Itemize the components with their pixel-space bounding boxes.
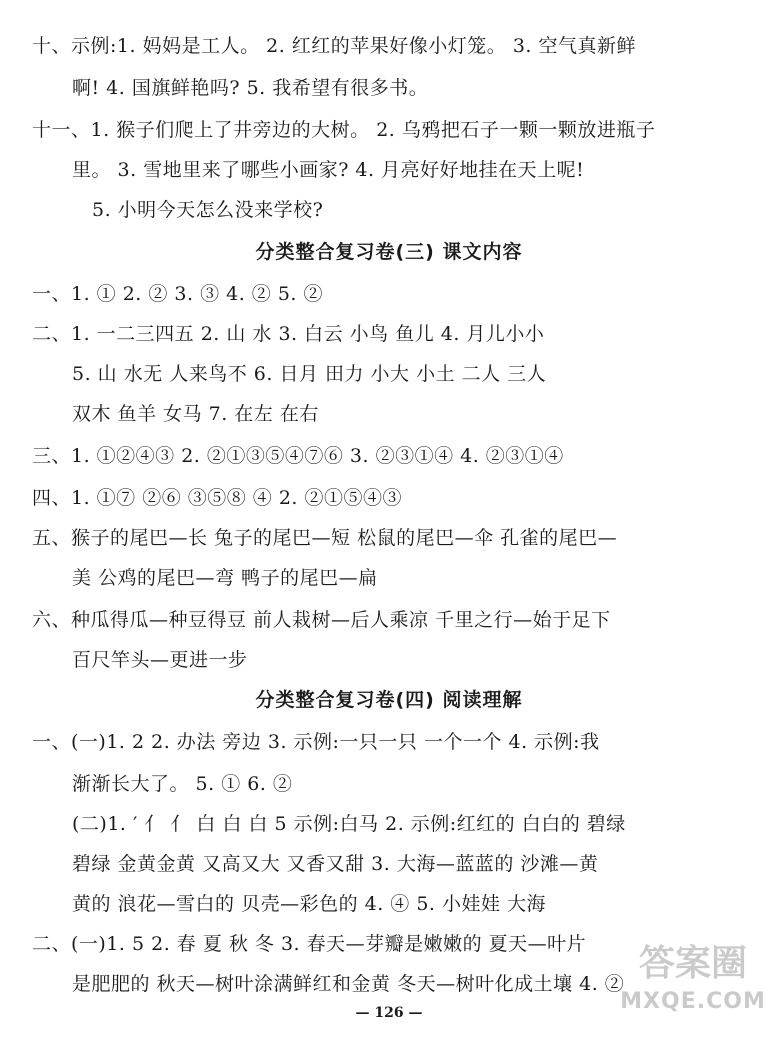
text-line: 一、(一)1. 2 2. 办法 旁边 3. 示例:一只一只 一个一个 4. 示例:我 (32, 731, 600, 753)
text-line: 四、1. ①⑦ ②⑥ ③⑤⑧ ④ 2. ②①⑤④③ (32, 487, 402, 509)
text-line: 二、(一)1. 5 2. 春 夏 秋 冬 3. 春天—芽瓣是嫩嫩的 夏天—叶片 (32, 933, 587, 955)
text-line: 5. 小明今天怎么没来学校? (92, 199, 324, 221)
text-line: 二、1. 一二三四五 2. 山 水 3. 白云 小鸟 鱼儿 4. 月儿小小 (32, 323, 545, 345)
text-line: 美 公鸡的尾巴—弯 鸭子的尾巴—扁 (72, 567, 378, 589)
watermark-logo (618, 940, 768, 1032)
text-line: 里。 3. 雪地里来了哪些小画家? 4. 月亮好好地挂在天上呢! (72, 159, 585, 181)
text-line: 一、1. ① 2. ② 3. ③ 4. ② 5. ② (32, 283, 323, 305)
text-line: 百尺竿头—更进一步 (72, 649, 248, 671)
text-line: 黄的 浪花—雪白的 贝壳—彩色的 4. ④ 5. 小娃娃 大海 (72, 893, 547, 915)
text-line: (二)1. ′ 亻 亻 白 白 白 5 示例:白马 2. 示例:红红的 白白的 碧绿 (72, 813, 626, 835)
text-line: 六、种瓜得瓜—种豆得豆 前人栽树—后人乘凉 千里之行—始于足下 (32, 609, 611, 631)
text-line: 双木 鱼羊 女马 7. 在左 在右 (72, 403, 319, 425)
text-line: 5. 山 水无 人来鸟不 6. 日月 田力 小大 小土 二人 三人 (72, 363, 547, 385)
text-line: 碧绿 金黄金黄 又高又大 又香又甜 3. 大海—蓝蓝的 沙滩—黄 (72, 853, 599, 875)
text-line: 啊! 4. 国旗鲜艳吗? 5. 我希望有很多书。 (72, 77, 429, 99)
section-heading: 分类整合复习卷(四) 阅读理解 (255, 689, 523, 711)
section-heading: 分类整合复习卷(三) 课文内容 (255, 241, 523, 263)
watermark-url: MXQE.COM (620, 989, 766, 1014)
text-line: 五、猴子的尾巴—长 兔子的尾巴—短 松鼠的尾巴—伞 孔雀的尾巴— (32, 527, 618, 549)
text-line: 三、1. ①②④③ 2. ②①③⑤④⑦⑥ 3. ②③①④ 4. ②③①④ (32, 445, 564, 467)
page-number: — 126 — (355, 1005, 423, 1021)
text-line: 十一、1. 猴子们爬上了井旁边的大树。 2. 乌鸦把石子一颗一颗放进瓶子 (32, 119, 656, 141)
text-line: 渐渐长大了。 5. ① 6. ② (72, 773, 293, 795)
text-line: 是肥肥的 秋天—树叶涂满鲜红和金黄 冬天—树叶化成土壤 4. ② (72, 973, 625, 995)
text-line: 十、示例:1. 妈妈是工人。 2. 红红的苹果好像小灯笼。 3. 空气真新鲜 (32, 35, 636, 57)
watermark-title: 答案圈 (638, 943, 747, 984)
